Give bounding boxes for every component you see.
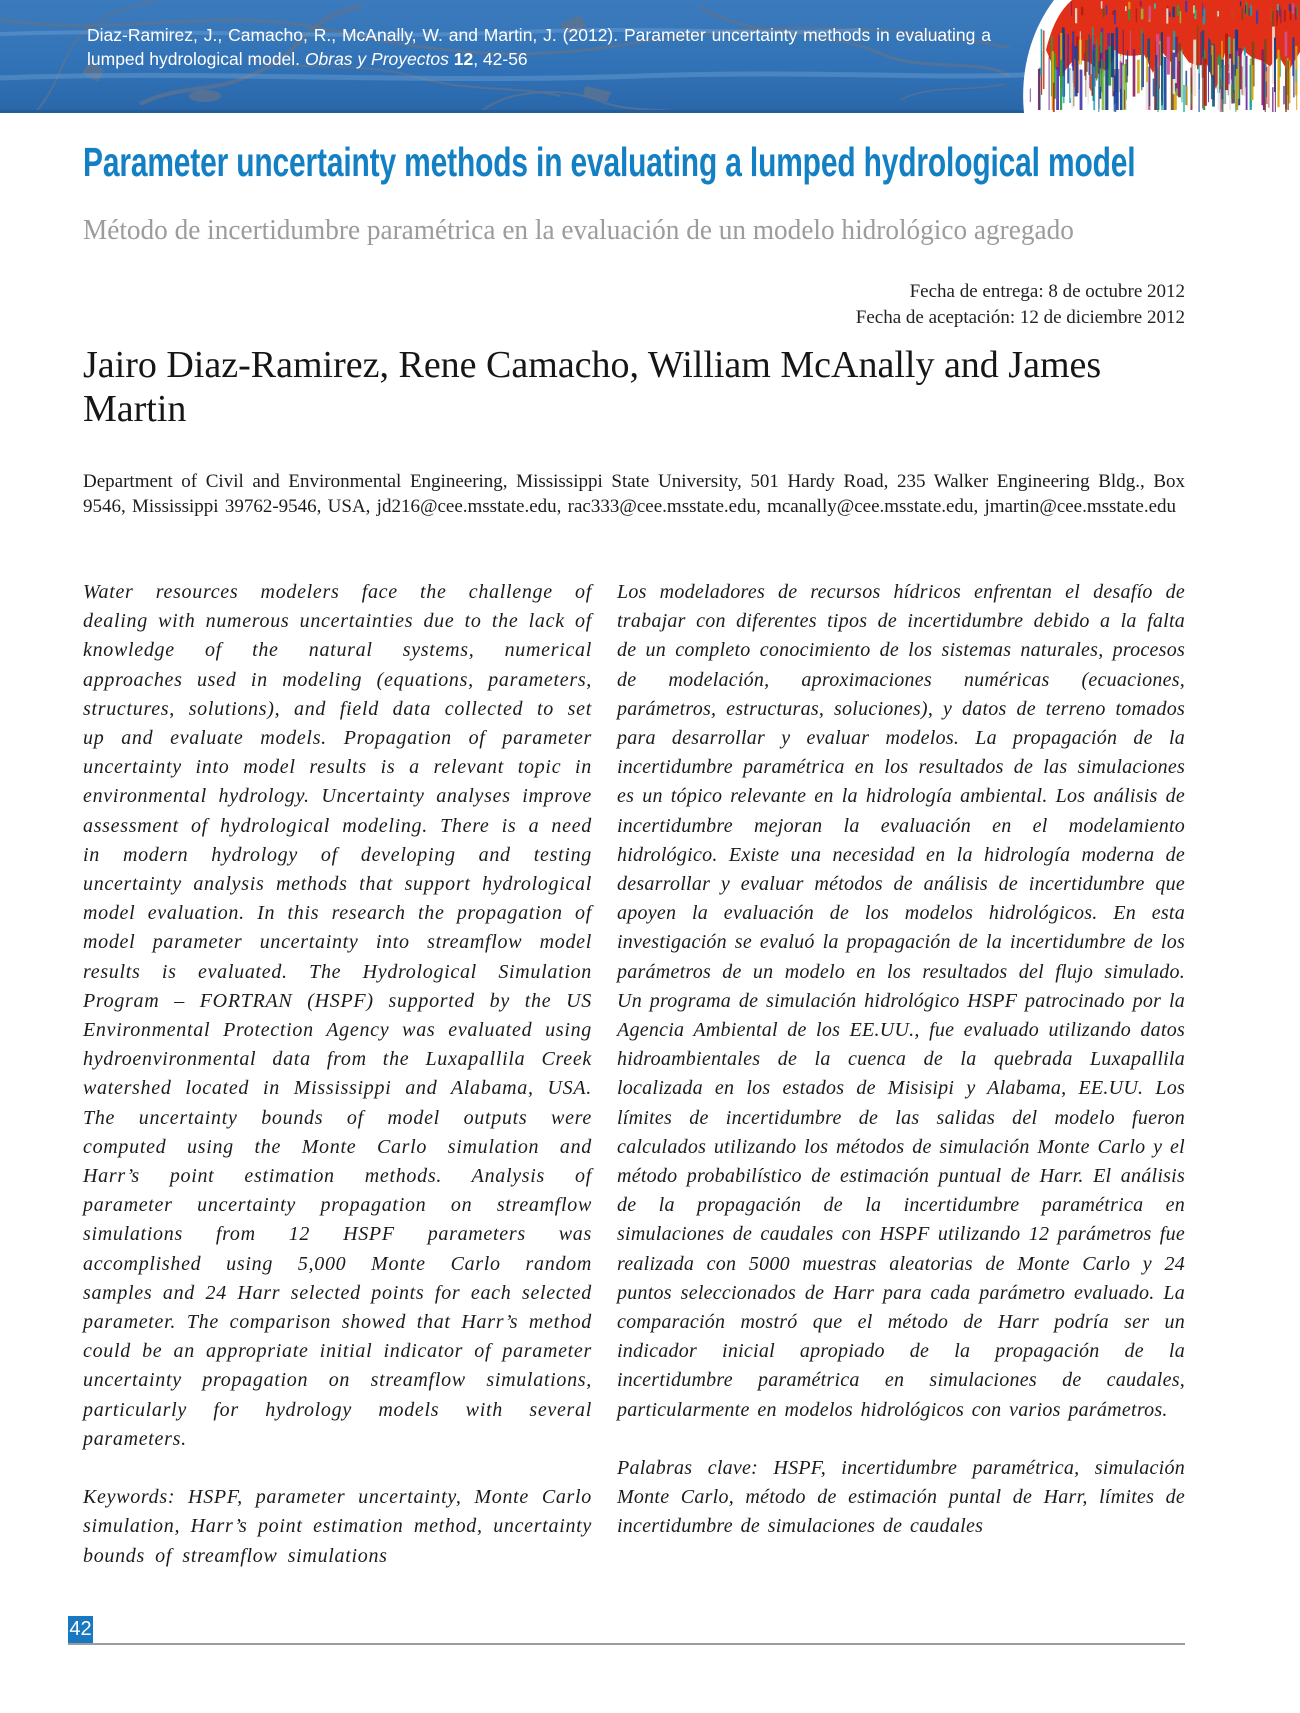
- citation-volume: 12: [448, 48, 474, 69]
- citation-text: Diaz-Ramirez, J., Camacho, R., McAnally, W. and Martin, J. (2012). Parameter uncertainty methods in evaluating a lumped hydrological model.: [87, 25, 991, 69]
- footer-rule: [68, 1643, 1185, 1645]
- citation: [87, 24, 991, 71]
- header-band: [0, 0, 1300, 113]
- citation-pages: , 42-56: [473, 48, 528, 69]
- author-names: Jairo Diaz-Ramirez, Rene Camacho, William McAnally and James Martin: [83, 344, 1102, 430]
- abstract-english-column: [83, 578, 592, 1571]
- keywords-english: Keywords: HSPF, parameter uncertainty, Monte Carlo simulation, Harr’s point estimation method, uncertainty bounds of streamflow simulations: [83, 1486, 592, 1567]
- author-affiliation: Department of Civil and Environmental Engineering, Mississippi State University, 501 Hardy Road, 235 Walker Engineering Bldg., Box 9546, Mississippi 39762-9546, USA, jd216@cee.msstate.edu, rac333@cee.msstate.edu, mcanally@cee.msstate.edu, jmartin@cee.msstate.edu: [83, 471, 1185, 517]
- date-accepted: Fecha de aceptación: 12 de diciembre 2012: [855, 306, 1185, 328]
- submission-dates: [856, 279, 1185, 330]
- keywords-spanish: Palabras clave: HSPF, incertidumbre paramétrica, simulación Monte Carlo, método de estimación puntal de Harr, límites de incertidumbre de simulaciones de caudales: [617, 1456, 1185, 1538]
- article-title-english: Parameter uncertainty methods in evaluating a lumped hydrological model: [83, 139, 1136, 185]
- abstract-english-body: Water resources modelers face the challenge of dealing with numerous uncertainties due to the lack of knowledge of the natural systems, numerical approaches used in modeling (equations, parameters, structures, solutions), and field data collected to set up and evaluate models. Propagation of parameter uncertainty into model results is a relevant topic in environmental hydrology. Uncertainty analyses improve assessment of hydrological modeling. There is a need in modern hydrology of developing and testing uncertainty analysis methods that support hydrological model evaluation. In this research the propagation of model parameter uncertainty into streamflow model results is evaluated. The Hydrological Simulation Program – FORTRAN (HSPF) supported by the US Environmental Protection Agency was evaluated using hydroenvironmental data from the Luxapallila Creek watershed located in Mississippi and Alabama, USA. The uncertainty bounds of model outputs were computed using the Monte Carlo simulation and Harr’s point estimation methods. Analysis of parameter uncertainty propagation on streamflow simulations from 12 HSPF parameters was accomplished using 5,000 Monte Carlo random samples and 24 Harr selected points for each selected parameter. The comparison showed that Harr’s method could be an appropriate initial indicator of parameter uncertainty propagation on streamflow simulations, particularly for hydrology models with several parameters.: [83, 581, 592, 1450]
- date-received: Fecha de entrega: 8 de octubre 2012: [909, 281, 1185, 302]
- page-number-badge: 42: [68, 1616, 93, 1643]
- header-color-strip: [1008, 0, 1300, 113]
- abstract-spanish-body: Los modeladores de recursos hídricos enfrentan el desafío de trabajar con diferentes tipos de incertidumbre debido a la falta de un completo conocimiento de los sistemas naturales, procesos de modelación, aproximaciones numéricas (ecuaciones, parámetros, estructuras, soluciones), y datos de terreno tomados para desarrollar y evaluar modelos. La propagación de la incertidumbre paramétrica en los resultados de las simulaciones es un tópico relevante en la hidrología ambiental. Los análisis de incertidumbre mejoran la evaluación en el modelamiento hidrológico. Existe una necesidad en la hidrología moderna de desarrollar y evaluar métodos de análisis de incertidumbre que apoyen la evaluación de los modelos hidrológicos. En esta investigación se evaluó la propagación de la incertidumbre de los parámetros de un modelo en los resultados del flujo simulado. Un programa de simulación hidrológico HSPF patrocinado por la Agencia Ambiental de los EE.UU., fue evaluado utilizando datos hidroambientales de la cuenca de la quebrada Luxapallila localizada en los estados de Misisipi y Alabama, EE.UU. Los límites de incertidumbre de las salidas del modelo fueron calculados utilizando los métodos de simulación Monte Carlo y el método probabilístico de estimación puntual de Harr. El análisis de la propagación de la incertidumbre paramétrica en simulaciones de caudales con HSPF utilizando 12 parámetros fue realizada con 5000 muestras aleatorias de Monte Carlo y 24 puntos seleccionados de Harr para cada parámetro evaluado. La comparación mostró que el método de Harr podría ser un indicador inicial apropiado de la propagación de la incertidumbre paramétrica en simulaciones de caudales, particularmente en modelos hidrológicos con varios parámetros.: [617, 581, 1185, 1421]
- abstract-spanish-column: [617, 578, 1185, 1542]
- article-title-spanish: Método de incertidumbre paramétrica en la evaluación de un modelo hidrológico agregado: [83, 214, 1074, 246]
- citation-journal-name: Obras y Proyectos: [304, 48, 449, 69]
- abstract-columns: [83, 578, 1185, 1571]
